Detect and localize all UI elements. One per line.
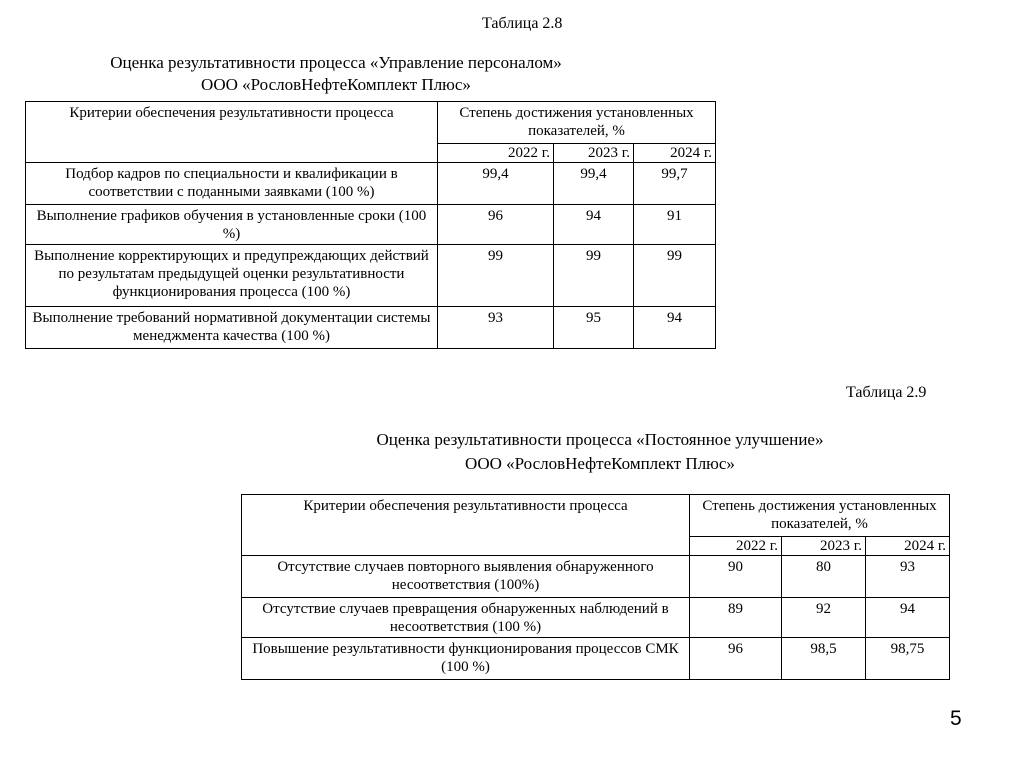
table2-caption-line1: Оценка результативности процесса «Постоянное улучшение» xyxy=(376,430,824,449)
table1-row3-2022: 99 xyxy=(438,245,554,307)
table2 xyxy=(241,494,950,680)
table1-row3-2023: 99 xyxy=(554,245,634,307)
table2-row1-2024: 93 xyxy=(866,556,950,598)
table1-year-2023: 2023 г. xyxy=(554,144,634,163)
table-row xyxy=(242,598,950,638)
table2-header-degree: Степень достижения установленных показателей, % xyxy=(690,495,950,537)
table2-row1-2023: 80 xyxy=(782,556,866,598)
table-row xyxy=(26,205,716,245)
table1-year-2024: 2024 г. xyxy=(634,144,716,163)
table1-row4-2022: 93 xyxy=(438,307,554,349)
table1-row1-2022: 99,4 xyxy=(438,163,554,205)
table1-caption-line1: Оценка результативности процесса «Управление персоналом» xyxy=(110,53,562,72)
table1-row3-criterion: Выполнение корректирующих и предупреждающих действий по результатам предыдущей оценки результативности функционирования процесса (100 %) xyxy=(26,245,438,307)
table2-row3-2023: 98,5 xyxy=(782,638,866,680)
table2-header-row xyxy=(242,495,950,537)
table1-header-criteria: Критерии обеспечения результативности процесса xyxy=(26,102,438,163)
table1-row4-2024: 94 xyxy=(634,307,716,349)
table1-row3-2024: 99 xyxy=(634,245,716,307)
table2-row1-2022: 90 xyxy=(690,556,782,598)
table-row xyxy=(26,307,716,349)
table1-row1-criterion: Подбор кадров по специальности и квалификации в соответствии с поданными заявками (100 %) xyxy=(26,163,438,205)
table2-caption-line2: ООО «РословНефтеКомплект Плюс» xyxy=(465,454,735,473)
table1-row1-2024: 99,7 xyxy=(634,163,716,205)
table1-row1-2023: 99,4 xyxy=(554,163,634,205)
table2-row2-2022: 89 xyxy=(690,598,782,638)
table2-row2-2023: 92 xyxy=(782,598,866,638)
table2-row2-2024: 94 xyxy=(866,598,950,638)
table1 xyxy=(25,101,716,349)
table-row xyxy=(242,638,950,680)
table2-row1-criterion: Отсутствие случаев повторного выявления обнаруженного несоответствия (100%) xyxy=(242,556,690,598)
table1-row4-2023: 95 xyxy=(554,307,634,349)
table1-year-2022: 2022 г. xyxy=(438,144,554,163)
table2-row2-criterion: Отсутствие случаев превращения обнаруженных наблюдений в несоответствия (100 %) xyxy=(242,598,690,638)
table2-year-2023: 2023 г. xyxy=(782,537,866,556)
table1-row2-2022: 96 xyxy=(438,205,554,245)
table2-row3-2024: 98,75 xyxy=(866,638,950,680)
table1-row2-2023: 94 xyxy=(554,205,634,245)
table2-label: Таблица 2.9 xyxy=(846,384,927,401)
table2-row3-criterion: Повышение результативности функционирования процессов СМК (100 %) xyxy=(242,638,690,680)
table1-row4-criterion: Выполнение требований нормативной документации системы менеджмента качества (100 %) xyxy=(26,307,438,349)
table-row xyxy=(26,163,716,205)
table1-label: Таблица 2.8 xyxy=(482,15,563,32)
table-row xyxy=(26,245,716,307)
table1-header-row xyxy=(26,102,716,144)
page-number: 5 xyxy=(950,707,962,730)
table2-row3-2022: 96 xyxy=(690,638,782,680)
table-row xyxy=(242,556,950,598)
table2-year-2024: 2024 г. xyxy=(866,537,950,556)
table2-year-2022: 2022 г. xyxy=(690,537,782,556)
table2-header-criteria: Критерии обеспечения результативности процесса xyxy=(242,495,690,556)
table1-row2-criterion: Выполнение графиков обучения в установленные сроки (100 %) xyxy=(26,205,438,245)
table1-row2-2024: 91 xyxy=(634,205,716,245)
table1-caption-line2: ООО «РословНефтеКомплект Плюс» xyxy=(201,75,471,94)
table1-header-degree: Степень достижения установленных показателей, % xyxy=(438,102,716,144)
